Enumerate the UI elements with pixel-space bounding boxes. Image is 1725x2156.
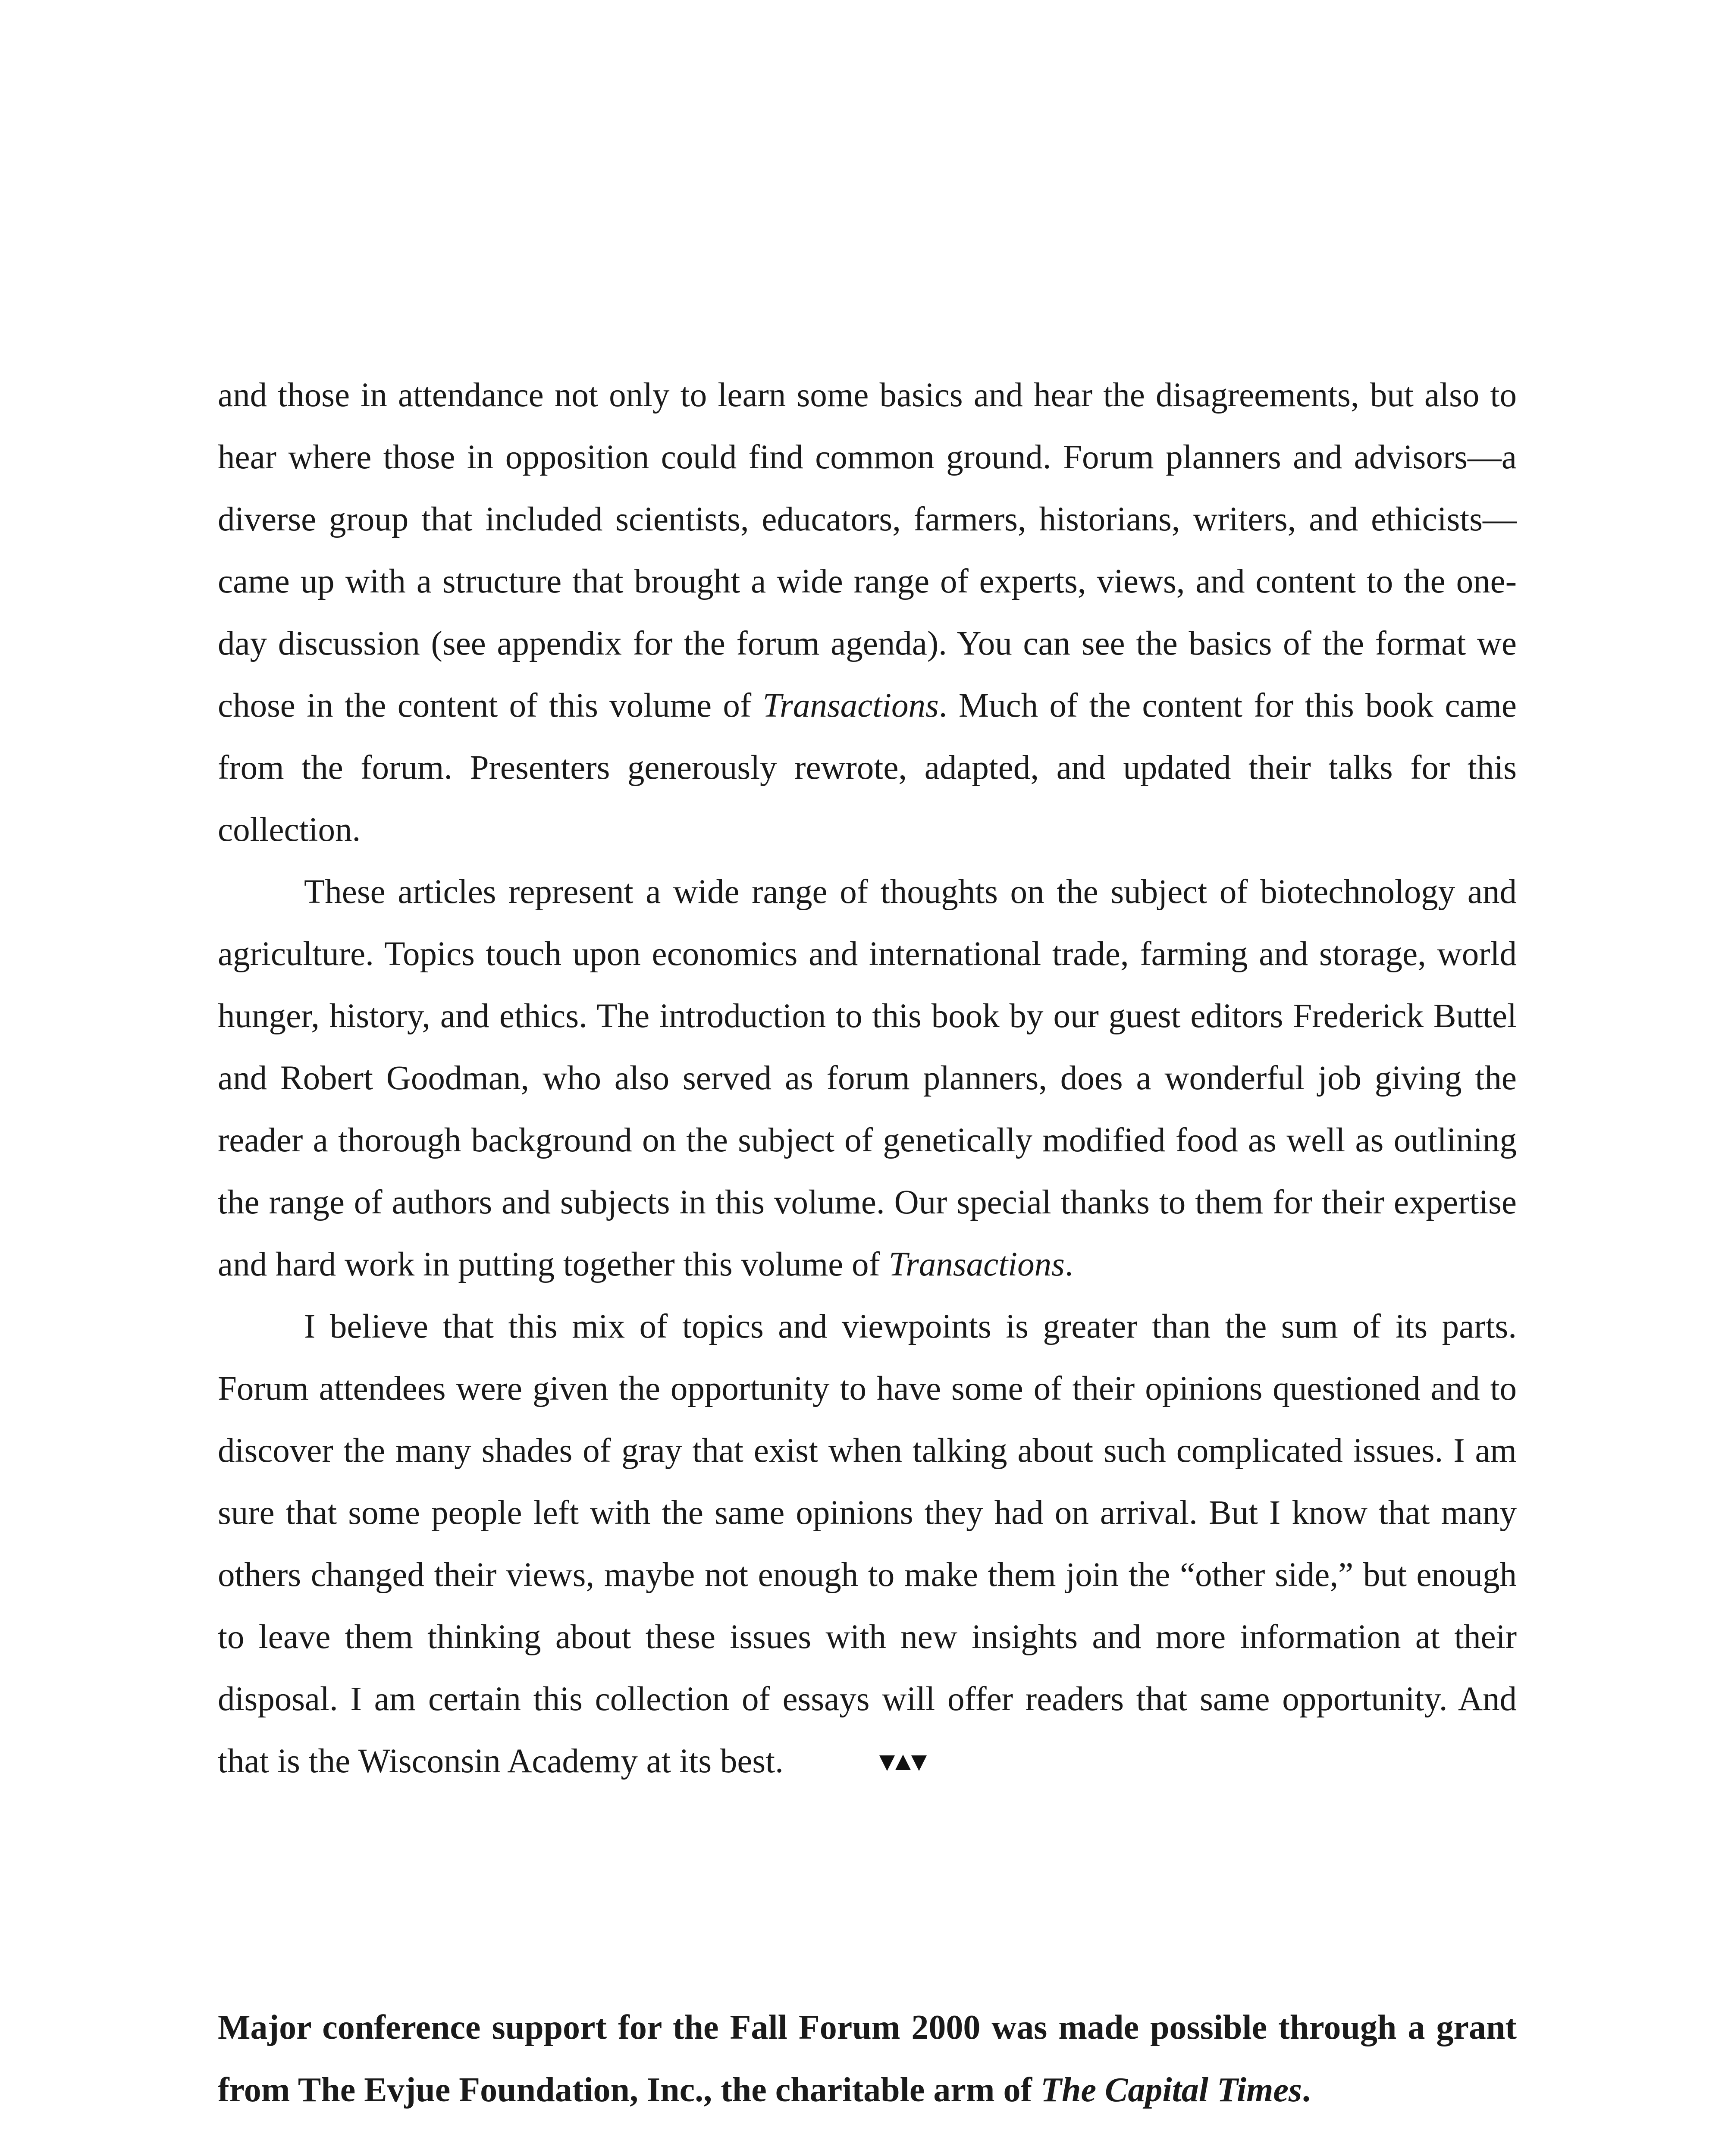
support-note-italic-title: The Capital Times: [1041, 2071, 1302, 2109]
body-text: [218, 364, 1517, 1796]
triangle-end-mark-svg: [879, 1754, 927, 1773]
paragraph-2: [218, 861, 1517, 1296]
paragraph-1: [218, 364, 1517, 861]
support-note: [218, 1996, 1517, 2122]
paragraph-1-italic-title: Transactions: [762, 687, 939, 724]
paragraph-2-text-b: .: [1064, 1246, 1073, 1283]
paragraph-2-text-a: These articles represent a wide range of thoughts on the subject of biotechnology and agriculture. Topics touch upon economics and international trade, farming and storage, world hunger, history, and ethics. The introduction to this book by our guest editors Frederick Buttel and Robert Goodman, who also served as forum planners, does a wonderful job giving the reader a thorough background on the subject of genetically modified food as well as outlining the range of authors and subjects in this volume. Our special thanks to them for their expertise and hard work in putting together this volume of: [218, 873, 1517, 1283]
support-note-end: .: [1302, 2071, 1311, 2109]
paragraph-1-text-b: . Much of the content for this book came from the forum. Presenters generously rewrote, adapted, and updated their talks for this collection.: [218, 687, 1517, 849]
support-note-text: Major conference support for the Fall Forum 2000 was made possible through a grant from The Evjue Foundation, Inc., the charitable arm of: [218, 2009, 1517, 2109]
paragraph-1-text-a: and those in attendance not only to learn some basics and hear the disagreements, but also to hear where those in opposition could find common ground. Forum planners and advisors—a diverse group that included scientists, educators, farmers, historians, writers, and ethicists—came up with a structure that brought a wide range of experts, views, and content to the one-day discussion (see appendix for the forum agenda). You can see the basics of the format we chose in the content of this volume of: [218, 376, 1517, 724]
paragraph-2-italic-title: Transactions: [888, 1246, 1065, 1283]
paragraph-3: [218, 1296, 1517, 1796]
paragraph-3-text: I believe that this mix of topics and viewpoints is greater than the sum of its parts. Forum attendees were given the opportunity to have some of their opinions questioned and to discover the many shades of gray that exist when talking about such complicated issues. I am sure that some people left with the same opinions they had on arrival. But I know that many others changed their views, maybe not enough to make them join the “other side,” but enough to leave them thinking about these issues with new insights and more information at their disposal. I am certain this collection of essays will offer readers that same opportunity. And that is the Wisconsin Academy at its best.: [218, 1308, 1517, 1780]
triangle-end-mark-icon: [793, 1731, 927, 1793]
